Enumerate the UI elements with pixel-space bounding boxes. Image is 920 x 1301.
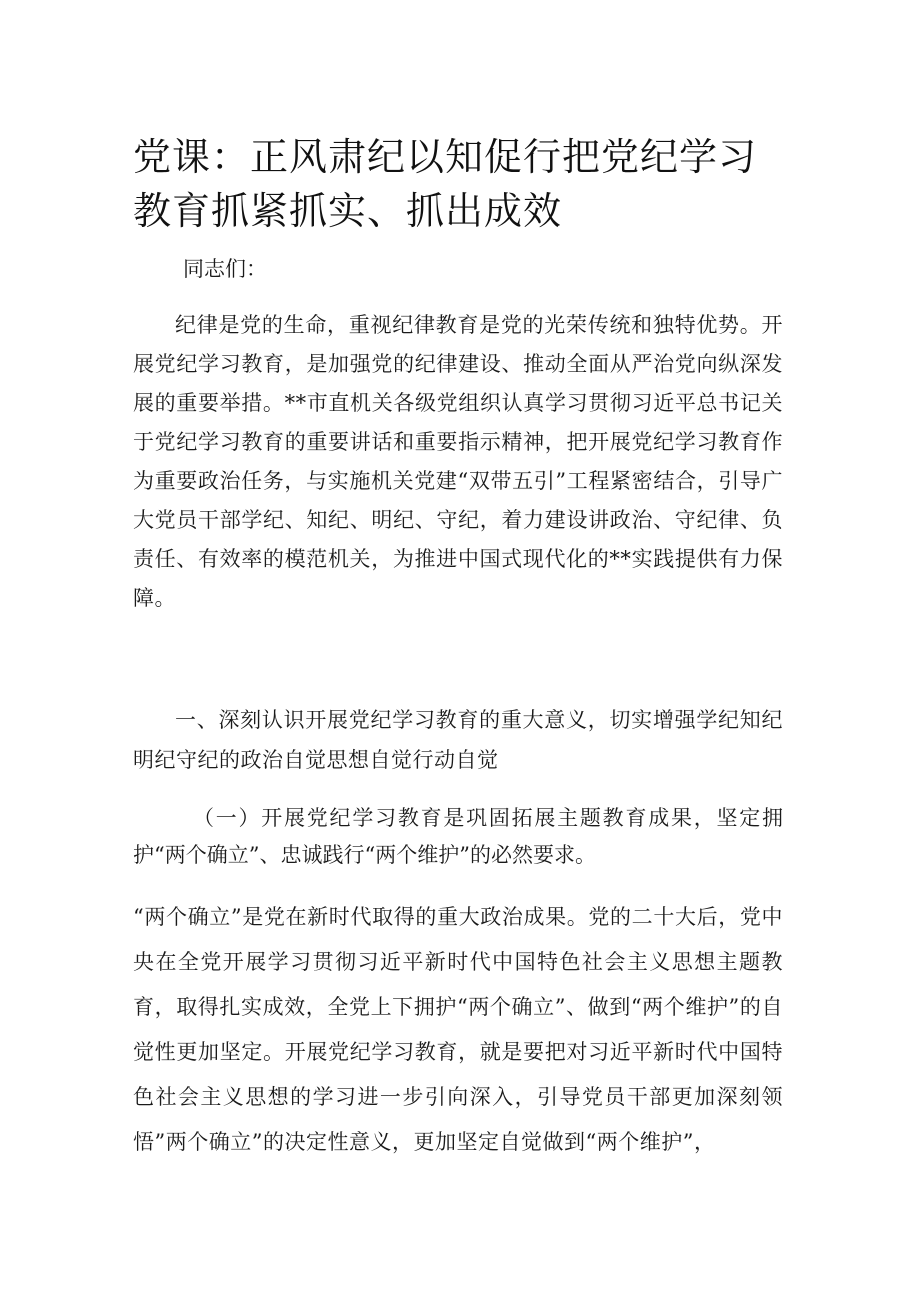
document-title: 党课：正风肃纪以知促行把党纪学习教育抓紧抓实、抓出成效 — [133, 135, 758, 233]
intro-paragraph: 纪律是党的生命，重视纪律教育是党的光荣传统和独特优势。开展党纪学习教育，是加强党的纪律建设、推动全面从严治党向纵深发展的重要举措。**市直机关各级党组织认真学习贯彻习近平总书记关于党纪学习教育的重要讲话和重要指示精神，把开展党纪学习教育作为重要政治任务，与实施机关党建“双带五引”工程紧密结合，引导广大党员干部学纪、知纪、明纪、守纪，着力建设讲政治、守纪律、负责任、有效率的模范机关，为推进中国式现代化的**实践提供有力保障。 — [133, 313, 783, 610]
body-paragraph: “两个确立”是党在新时代取得的重大政治成果。党的二十大后，党中央在全党开展学习贯彻习近平新时代中国特色社会主义思想主题教育，取得扎实成效，全党上下拥护“两个确立”、做到“两个维护”的自觉性更加坚定。开展党纪学习教育，就是要把对习近平新时代中国特色社会主义思想的学习进一步引向深入，引导党员干部更加深刻领悟”两个确立”的决定性意义，更加坚定自觉做到“两个维护”， — [133, 905, 783, 1154]
subsection-heading-1: （一）开展党纪学习教育是巩固拓展主题教育成果，坚定拥护“两个确立”、忠诚践行“两个维护”的必然要求。 — [133, 806, 783, 867]
salutation: 同志们： — [183, 257, 267, 281]
section-heading-1: 一、深刻认识开展党纪学习教育的重大意义，切实增强学纪知纪明纪守纪的政治自觉思想自觉行动自觉 — [133, 708, 783, 772]
